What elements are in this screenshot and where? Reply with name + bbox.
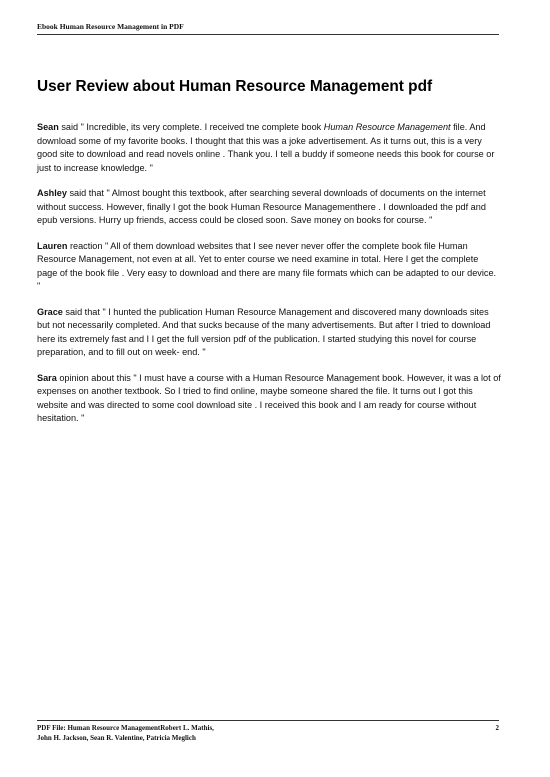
reviewer-name: Sean	[37, 122, 59, 132]
running-header: Ebook Human Resource Management in PDF	[37, 23, 499, 35]
page-number: 2	[495, 724, 499, 732]
reviewer-name: Ashley	[37, 188, 67, 198]
review-text: said that " I hunted the publication Human Resource Management and discovered many downloads sites but not necessarily completed. And that sucks because of the many advertisements. But after I tried to download here its extremely fast and I I get the full version pdf of the publication. I started studying this novel for course preparation, and to fill out on week- end. "	[37, 306, 491, 357]
reviewer-name: Lauren	[37, 240, 68, 251]
review-list	[37, 121, 501, 438]
review-ashley	[37, 187, 501, 228]
footer-source-text: PDF File: Human Resource ManagementRobert L. Mathis, John H. Jackson, Sean R. Valentine, Patricia Meglich	[37, 724, 214, 742]
review-text: said that " Almost bought this textbook, after searching several downloads of documents on the internet without success. However, finally I got the book Human Resource Managementhere . I downloaded the pdf and epub versions. Hurry up friends, access could be closed soon. Save money on books for course. "	[37, 188, 486, 225]
review-lauren	[37, 240, 501, 294]
review-grace	[37, 306, 501, 360]
page-title: User Review about Human Resource Management pdf	[37, 78, 433, 95]
review-sara	[37, 372, 501, 426]
book-title-reference: Human Resource Management	[323, 122, 451, 132]
review-text-continued: file. And download some of my favorite books. I thought that this was a joke advertisement. As it turns out, this is a very good site to download and read novels online . Thank you. I tell a buddy if someone needs this book for course or just to increase knowledge. "	[37, 122, 495, 173]
reviewer-name: Sara	[37, 372, 57, 383]
review-sean	[37, 121, 501, 175]
review-text: opinion about this " I must have a course with a Human Resource Management book. However, it was a lot of expenses on another textbook. So I tried to find online, maybe someone shared the file. It turns out I got this website and was directed to some cool download site . I received this book and I am ready for course without hesitation. "	[37, 372, 501, 423]
running-footer	[37, 720, 499, 743]
review-text: reaction " All of them download websites that I see never never offer the complete book file Human Resource Management, not even at all. Yet to enter course we need examine in total. Here I get the complete page of the book file . Very easy to download and there are many file formats which can be adapted to our device. "	[37, 240, 497, 291]
review-text: said " Incredible, its very complete. I received tne complete book	[58, 122, 324, 132]
reviewer-name: Grace	[37, 306, 63, 317]
